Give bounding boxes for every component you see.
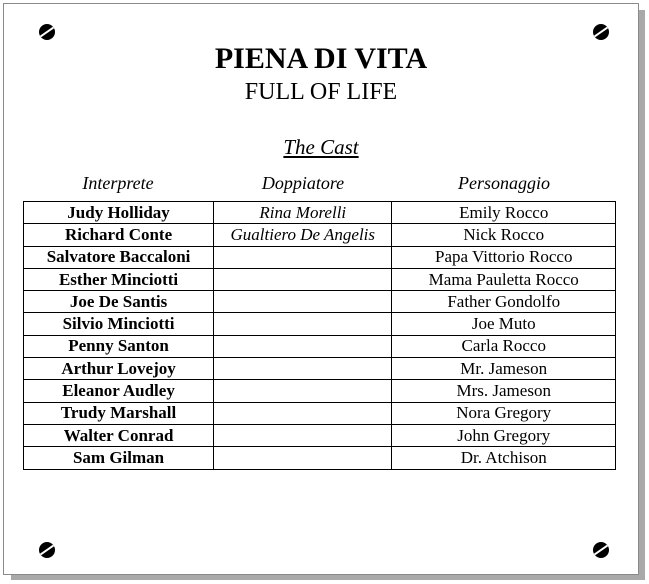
cast-table [23,201,616,470]
cell-doppiatore [214,424,392,446]
cast-heading-text: The Cast [283,135,359,159]
cell-interprete: Silvio Minciotti [24,313,214,335]
screw-icon [39,24,55,40]
cell-interprete: Salvatore Baccaloni [24,246,214,268]
cell-doppiatore [214,402,392,424]
cast-table-body [24,202,616,470]
screw-icon [39,542,55,558]
table-row [24,291,616,313]
screw-icon [593,542,609,558]
cell-interprete: Joe De Santis [24,291,214,313]
cell-interprete: Sam Gilman [24,447,214,469]
cell-interprete: Penny Santon [24,335,214,357]
cell-interprete: Trudy Marshall [24,402,214,424]
cell-doppiatore [214,447,392,469]
table-row [24,447,616,469]
table-row [24,268,616,290]
cell-doppiatore [214,246,392,268]
film-subtitle: FULL OF LIFE [244,79,398,105]
cell-personaggio: Mr. Jameson [392,358,616,380]
cell-doppiatore [214,313,392,335]
cell-interprete: Arthur Lovejoy [24,358,214,380]
cell-personaggio: Dr. Atchison [392,447,616,469]
cell-interprete: Eleanor Audley [24,380,214,402]
cell-personaggio: Nora Gregory [392,402,616,424]
cell-doppiatore [214,268,392,290]
column-header-doppiatore: Doppiatore [261,173,345,193]
cast-plaque [3,3,639,575]
table-row [24,424,616,446]
table-row [24,313,616,335]
table-row [24,202,616,224]
cell-personaggio: Papa Vittorio Rocco [392,246,616,268]
cell-doppiatore [214,380,392,402]
cell-personaggio: Father Gondolfo [392,291,616,313]
table-row [24,380,616,402]
cell-doppiatore [214,335,392,357]
cell-personaggio: Joe Muto [392,313,616,335]
cast-heading [4,134,638,160]
cell-interprete: Judy Holliday [24,202,214,224]
column-header-personaggio: Personaggio [458,173,550,193]
column-header-interprete: Interprete [82,173,154,193]
cell-doppiatore: Gualtiero De Angelis [214,224,392,246]
table-row [24,246,616,268]
film-title: PIENA DI VITA [214,42,428,75]
cell-personaggio: Emily Rocco [392,202,616,224]
table-row [24,358,616,380]
cell-personaggio: Mrs. Jameson [392,380,616,402]
cell-interprete: Walter Conrad [24,424,214,446]
cell-personaggio: John Gregory [392,424,616,446]
cell-personaggio: Nick Rocco [392,224,616,246]
table-row [24,402,616,424]
cell-personaggio: Mama Pauletta Rocco [392,268,616,290]
cell-personaggio: Carla Rocco [392,335,616,357]
cell-interprete: Esther Minciotti [24,268,214,290]
cell-doppiatore: Rina Morelli [214,202,392,224]
screw-icon [593,24,609,40]
table-row [24,224,616,246]
cell-doppiatore [214,291,392,313]
table-row [24,335,616,357]
cell-doppiatore [214,358,392,380]
cell-interprete: Richard Conte [24,224,214,246]
